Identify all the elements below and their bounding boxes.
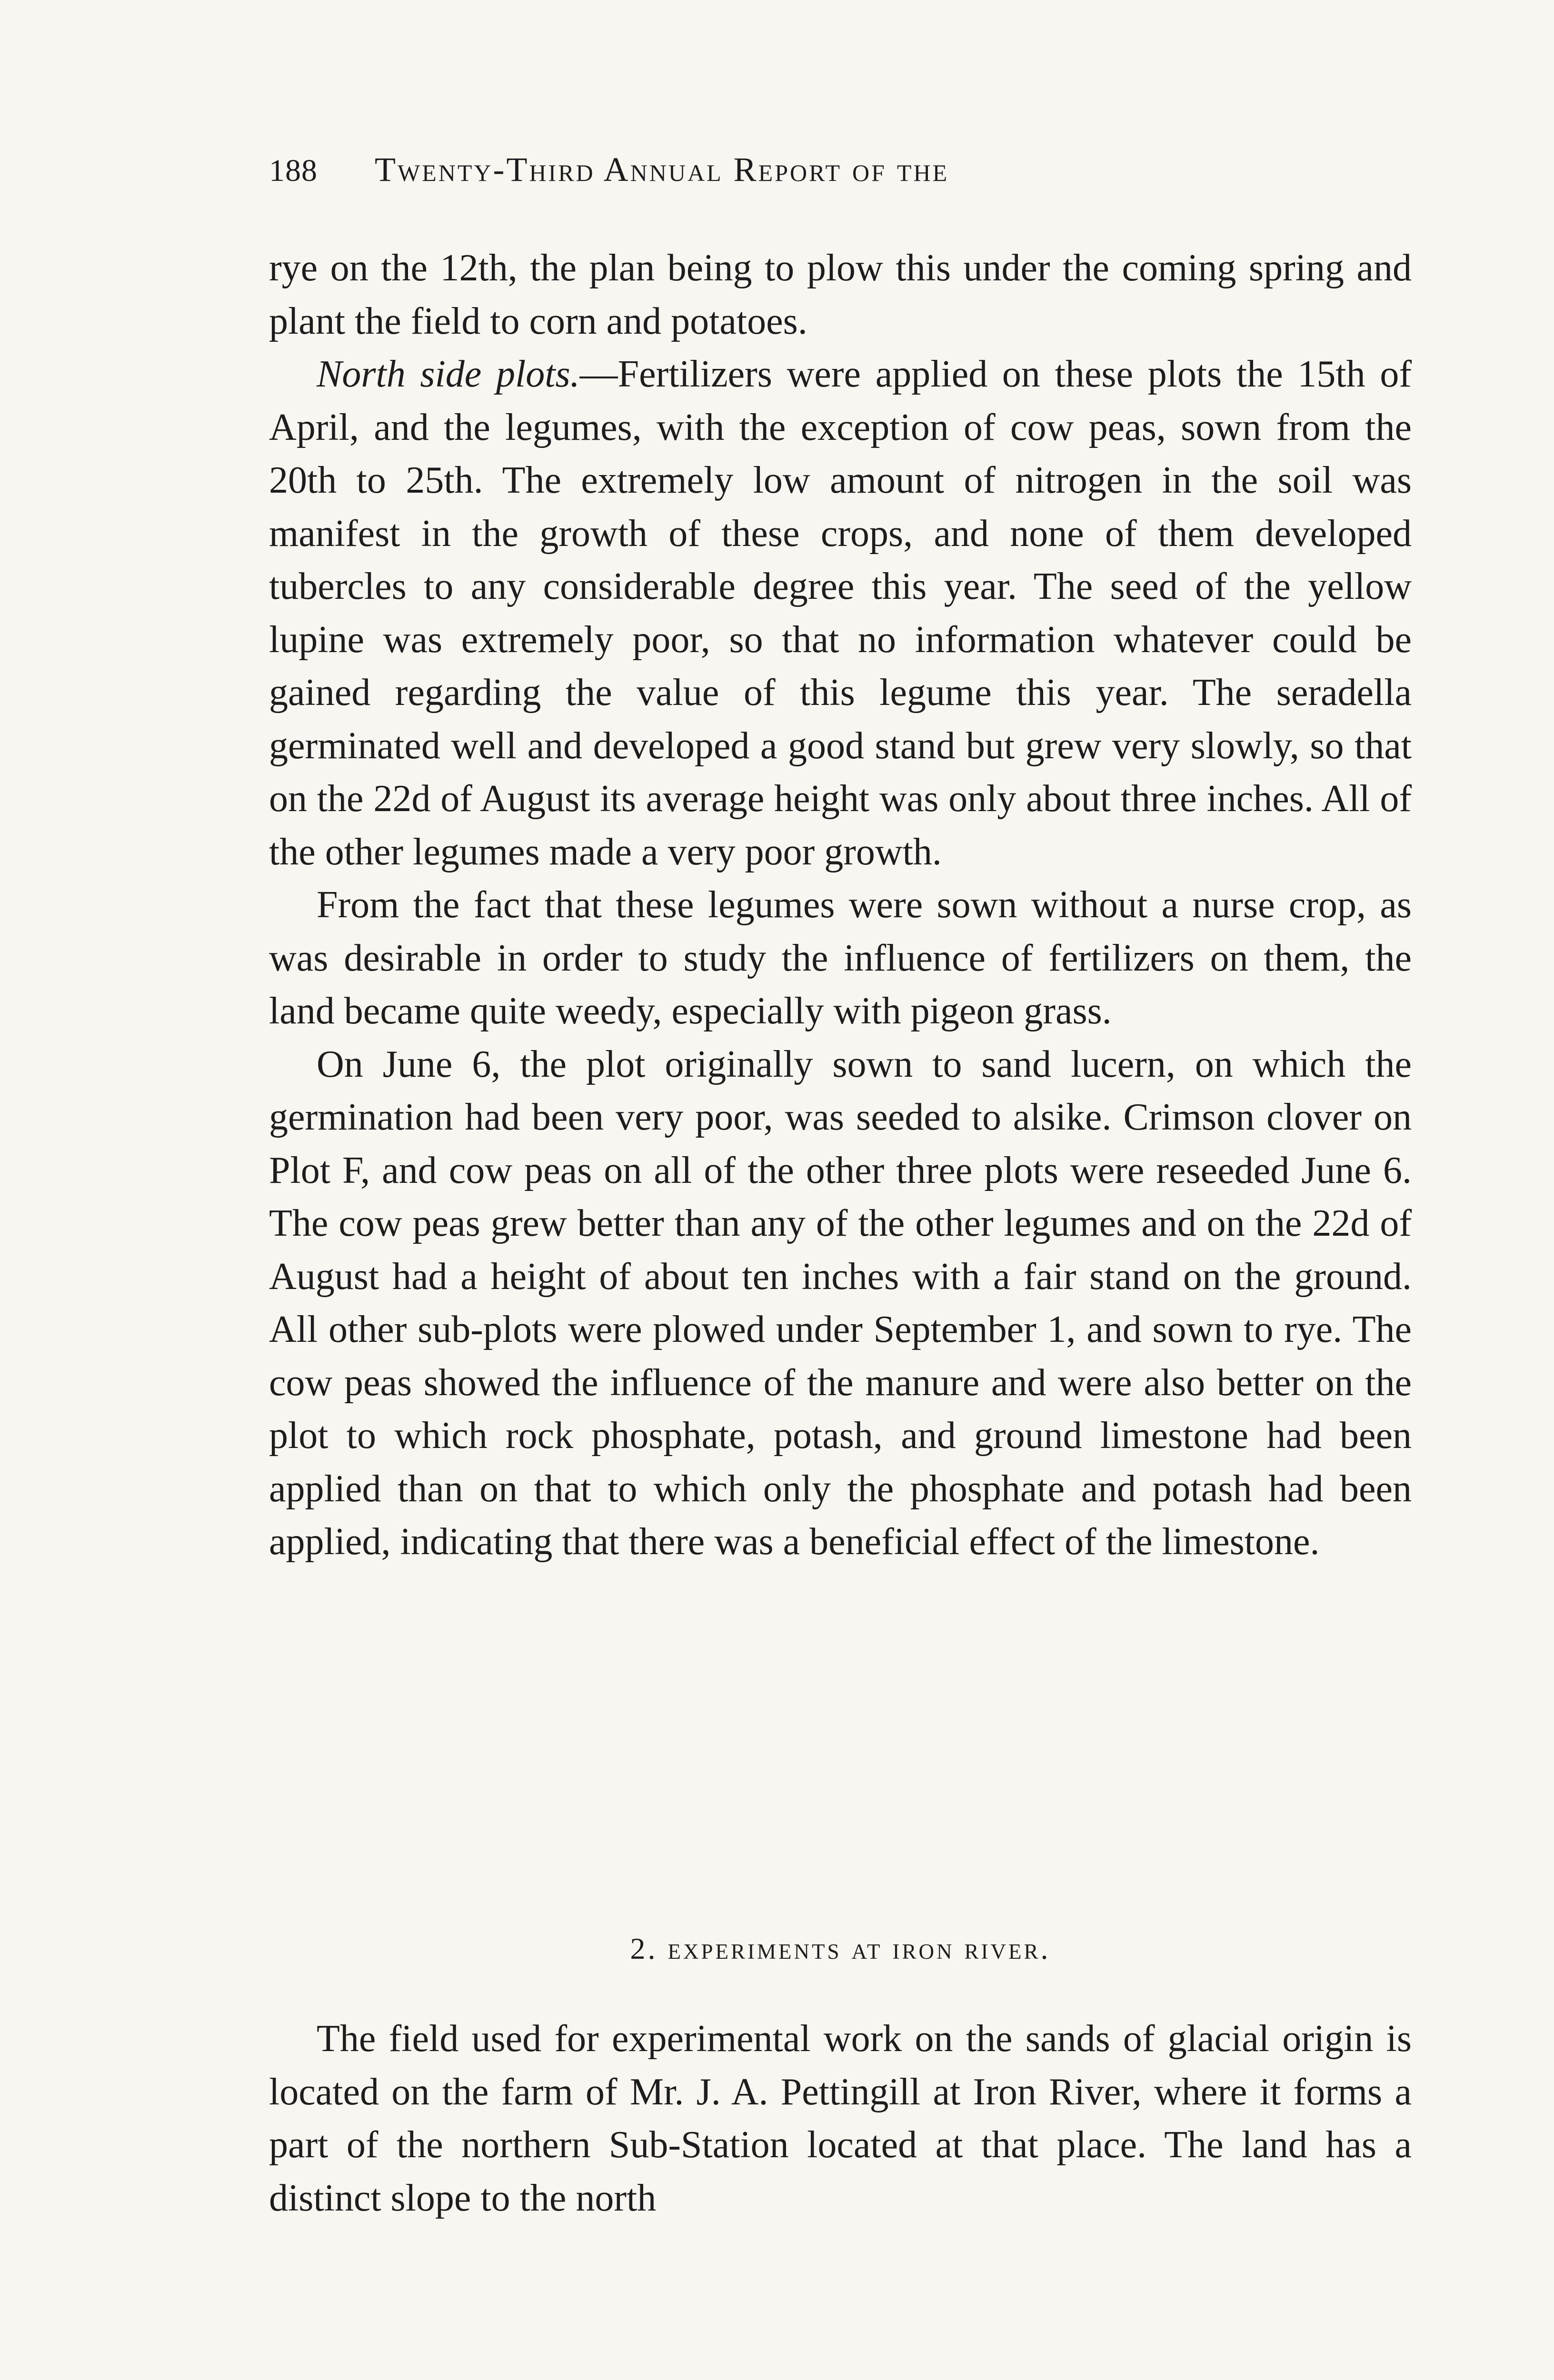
section-body-text (269, 2013, 1412, 2225)
running-title: Twenty-Third Annual Report of the (375, 150, 949, 188)
paragraph (269, 348, 1412, 879)
section-heading: 2. experiments at iron river. (630, 1932, 1051, 1965)
paragraph: rye on the 12th, the plan being to plow this under the coming spring and plant the field to corn and potatoes. (269, 247, 1412, 342)
body-text (269, 242, 1412, 1569)
paragraph-text: —Fertilizers were applied on these plots the 15th of April, and the legumes, with the exception of cow peas, sown from the 20th to 25th. The extremely low amount of nitrogen in the soil was manifest in the growth of these crops, and none of them developed tubercles to any considerable degree this year. The seed of the yellow lupine was extremely poor, so that no information whatever could be gained regarding the value of this legume this year. The seradella germinated well and developed a good stand but grew very slowly, so that on the 22d of August its average height was only about three inches. All of the other legumes made a very poor growth. (269, 353, 1412, 873)
paragraph: From the fact that these legumes were sown without a nurse crop, as was desirable in order to study the influence of fertilizers on them, the land became quite weedy, especially with pigeon grass. (269, 884, 1412, 1032)
paragraph: The field used for experimental work on the sands of glacial origin is located on the farm of Mr. J. A. Pettingill at Iron River, where it forms a part of the northern Sub-Station located at that place. The land has a distinct slope to the north (269, 2018, 1412, 2219)
paragraph: On June 6, the plot originally sown to sand lucern, on which the germination had been very poor, was seeded to alsike. Crimson clover on Plot F, and cow peas on all of the other three plots were reseeded June 6. The cow peas grew better than any of the other legumes and on the 22d of August had a height of about ten inches with a fair stand on the ground. All other sub-plots were plowed under September 1, and sown to rye. The cow peas showed the influence of the manure and were also better on the plot to which rock phosphate, potash, and ground limestone had been applied than on that to which only the phosphate and potash had been applied, indicating that there was a beneficial effect of the limestone. (269, 1043, 1412, 1563)
page-number: 188 (269, 153, 318, 188)
running-head (269, 152, 1412, 187)
paragraph-italic-lead: North side plots. (317, 353, 580, 395)
